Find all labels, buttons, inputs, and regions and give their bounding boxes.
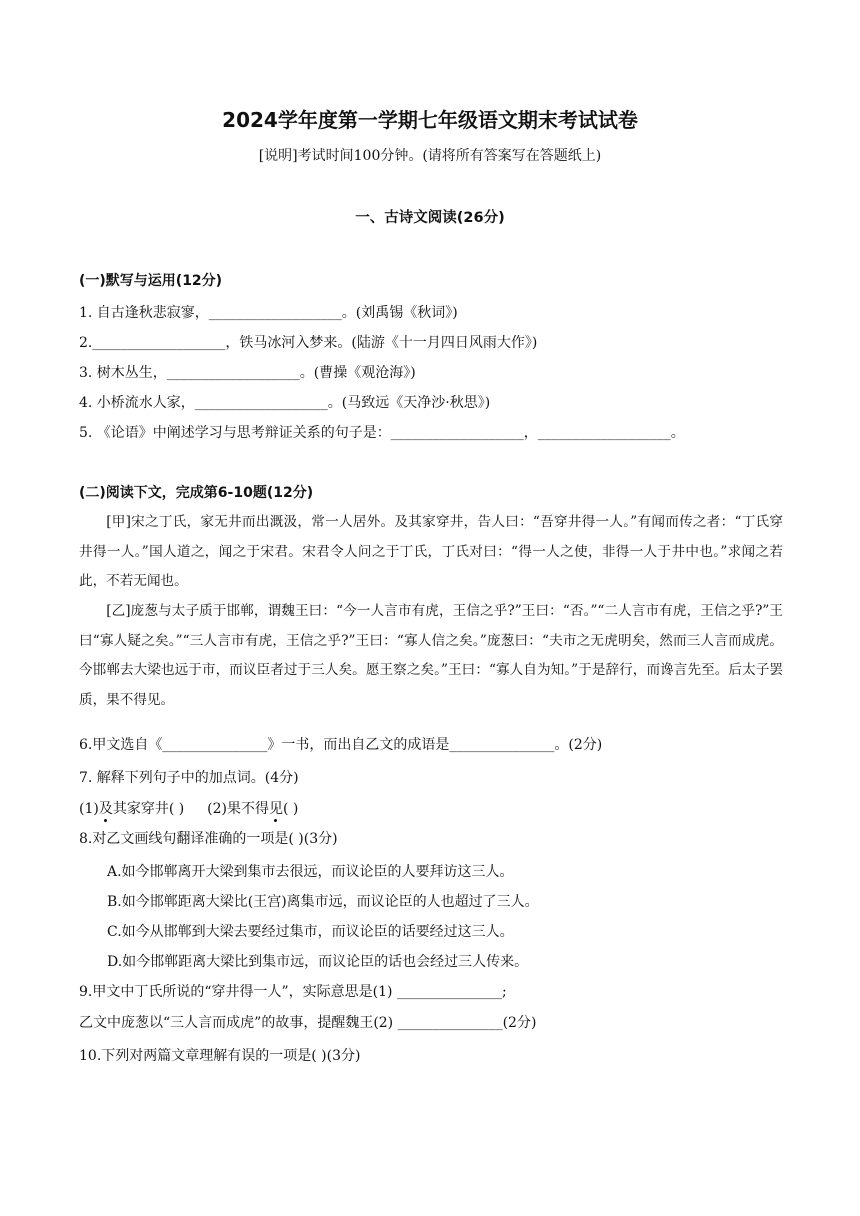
passage-yi: [乙]庞葱与太子质于邯郸，谓魏王曰：“今一人言市有虎，王信之乎?”王曰：“否。”“二人言市有虎，王信之乎?”王曰“寡人疑之矣。”“三人言市有虎，王信之乎?”王曰：“寡人信之矣。”庞葱曰：“夫市之无虎明矣，然而三人言而成虎。今邯郸去大梁也远于市，而议臣者过于三人矣。愿王察之矣。”王曰：“寡人自为知。”于是辞行，而谗言先至。后太子罢质，果不得见。 bbox=[79, 603, 783, 708]
option-d: D.如今邯郸距离大梁比到集市远，而议论臣的话也会经过三人传来。 bbox=[107, 954, 529, 970]
question-10: 10.下列对两篇文章理解有误的一项是( )(3分) bbox=[79, 1048, 361, 1064]
exam-title: 2024学年度第一学期七年级语文期末考试试卷 bbox=[222, 108, 638, 132]
part-one-heading: 一、古诗文阅读(26分) bbox=[355, 210, 505, 226]
q7-item-1: (1)及其家穿井( ) bbox=[79, 801, 184, 817]
question-5: 5. 《论语》中阐述学习与思考辩证关系的句子是：___________________，___________________。 bbox=[79, 425, 685, 441]
question-7: 7. 解释下列句子中的加点词。(4分) bbox=[79, 770, 299, 786]
section-one-heading: (一)默写与运用(12分) bbox=[79, 273, 223, 289]
question-4: 4. 小桥流水人家，___________________。(马致远《天净沙·秋思》) bbox=[79, 395, 491, 411]
question-6: 6.甲文选自《_______________》一书，而出自乙文的成语是_______________。(2分) bbox=[79, 737, 603, 753]
option-c: C.如今从邯郸到大梁去要经过集市，而议论臣的话要经过这三人。 bbox=[107, 924, 514, 940]
question-3: 3. 树木丛生，___________________。(曹操《观沧海》) bbox=[79, 365, 416, 381]
question-7-items bbox=[79, 798, 298, 818]
question-1: 1. 自古逢秋悲寂寥，___________________。(刘禹锡《秋词》) bbox=[79, 305, 458, 321]
q7-item-2: (2)果不得见( ) bbox=[207, 801, 298, 817]
question-8: 8.对乙文画线句翻译准确的一项是( )(3分) bbox=[79, 831, 338, 847]
question-2: 2.___________________，铁马冰河入梦来。(陆游《十一月四日风雨大作》) bbox=[79, 335, 538, 351]
exam-instructions: [说明]考试时间100分钟。(请将所有答案写在答题纸上) bbox=[258, 148, 602, 164]
option-b: B.如今邯郸距离大梁比(王宫)离集市远，而议论臣的人也超过了三人。 bbox=[107, 894, 539, 910]
option-a: A.如今邯郸离开大梁到集市去很远，而议论臣的人要拜访这三人。 bbox=[107, 864, 514, 880]
dotted-word: 见 bbox=[269, 798, 283, 818]
dotted-word: 及 bbox=[99, 798, 113, 818]
passage-jia: [甲]宋之丁氏，家无井而出溉汲，常一人居外。及其家穿井，告人曰：“吾穿井得一人。”有闻而传之者：“丁氏穿井得一人。”国人道之，闻之于宋君。宋君令人问之于丁氏，丁氏对曰：“得一人之使，非得一人于井中也。”求闻之若此，不若无闻也。 bbox=[79, 514, 783, 589]
section-two-heading: (二)阅读下文，完成第6-10题(12分) bbox=[79, 485, 314, 501]
question-9-part-1: 9.甲文中丁氏所说的“穿井得一人”，实际意思是(1) _______________; bbox=[79, 984, 507, 1000]
question-9-part-2: 乙文中庞葱以“三人言而成虎”的故事，提醒魏王(2) _______________(2分) bbox=[79, 1015, 537, 1031]
